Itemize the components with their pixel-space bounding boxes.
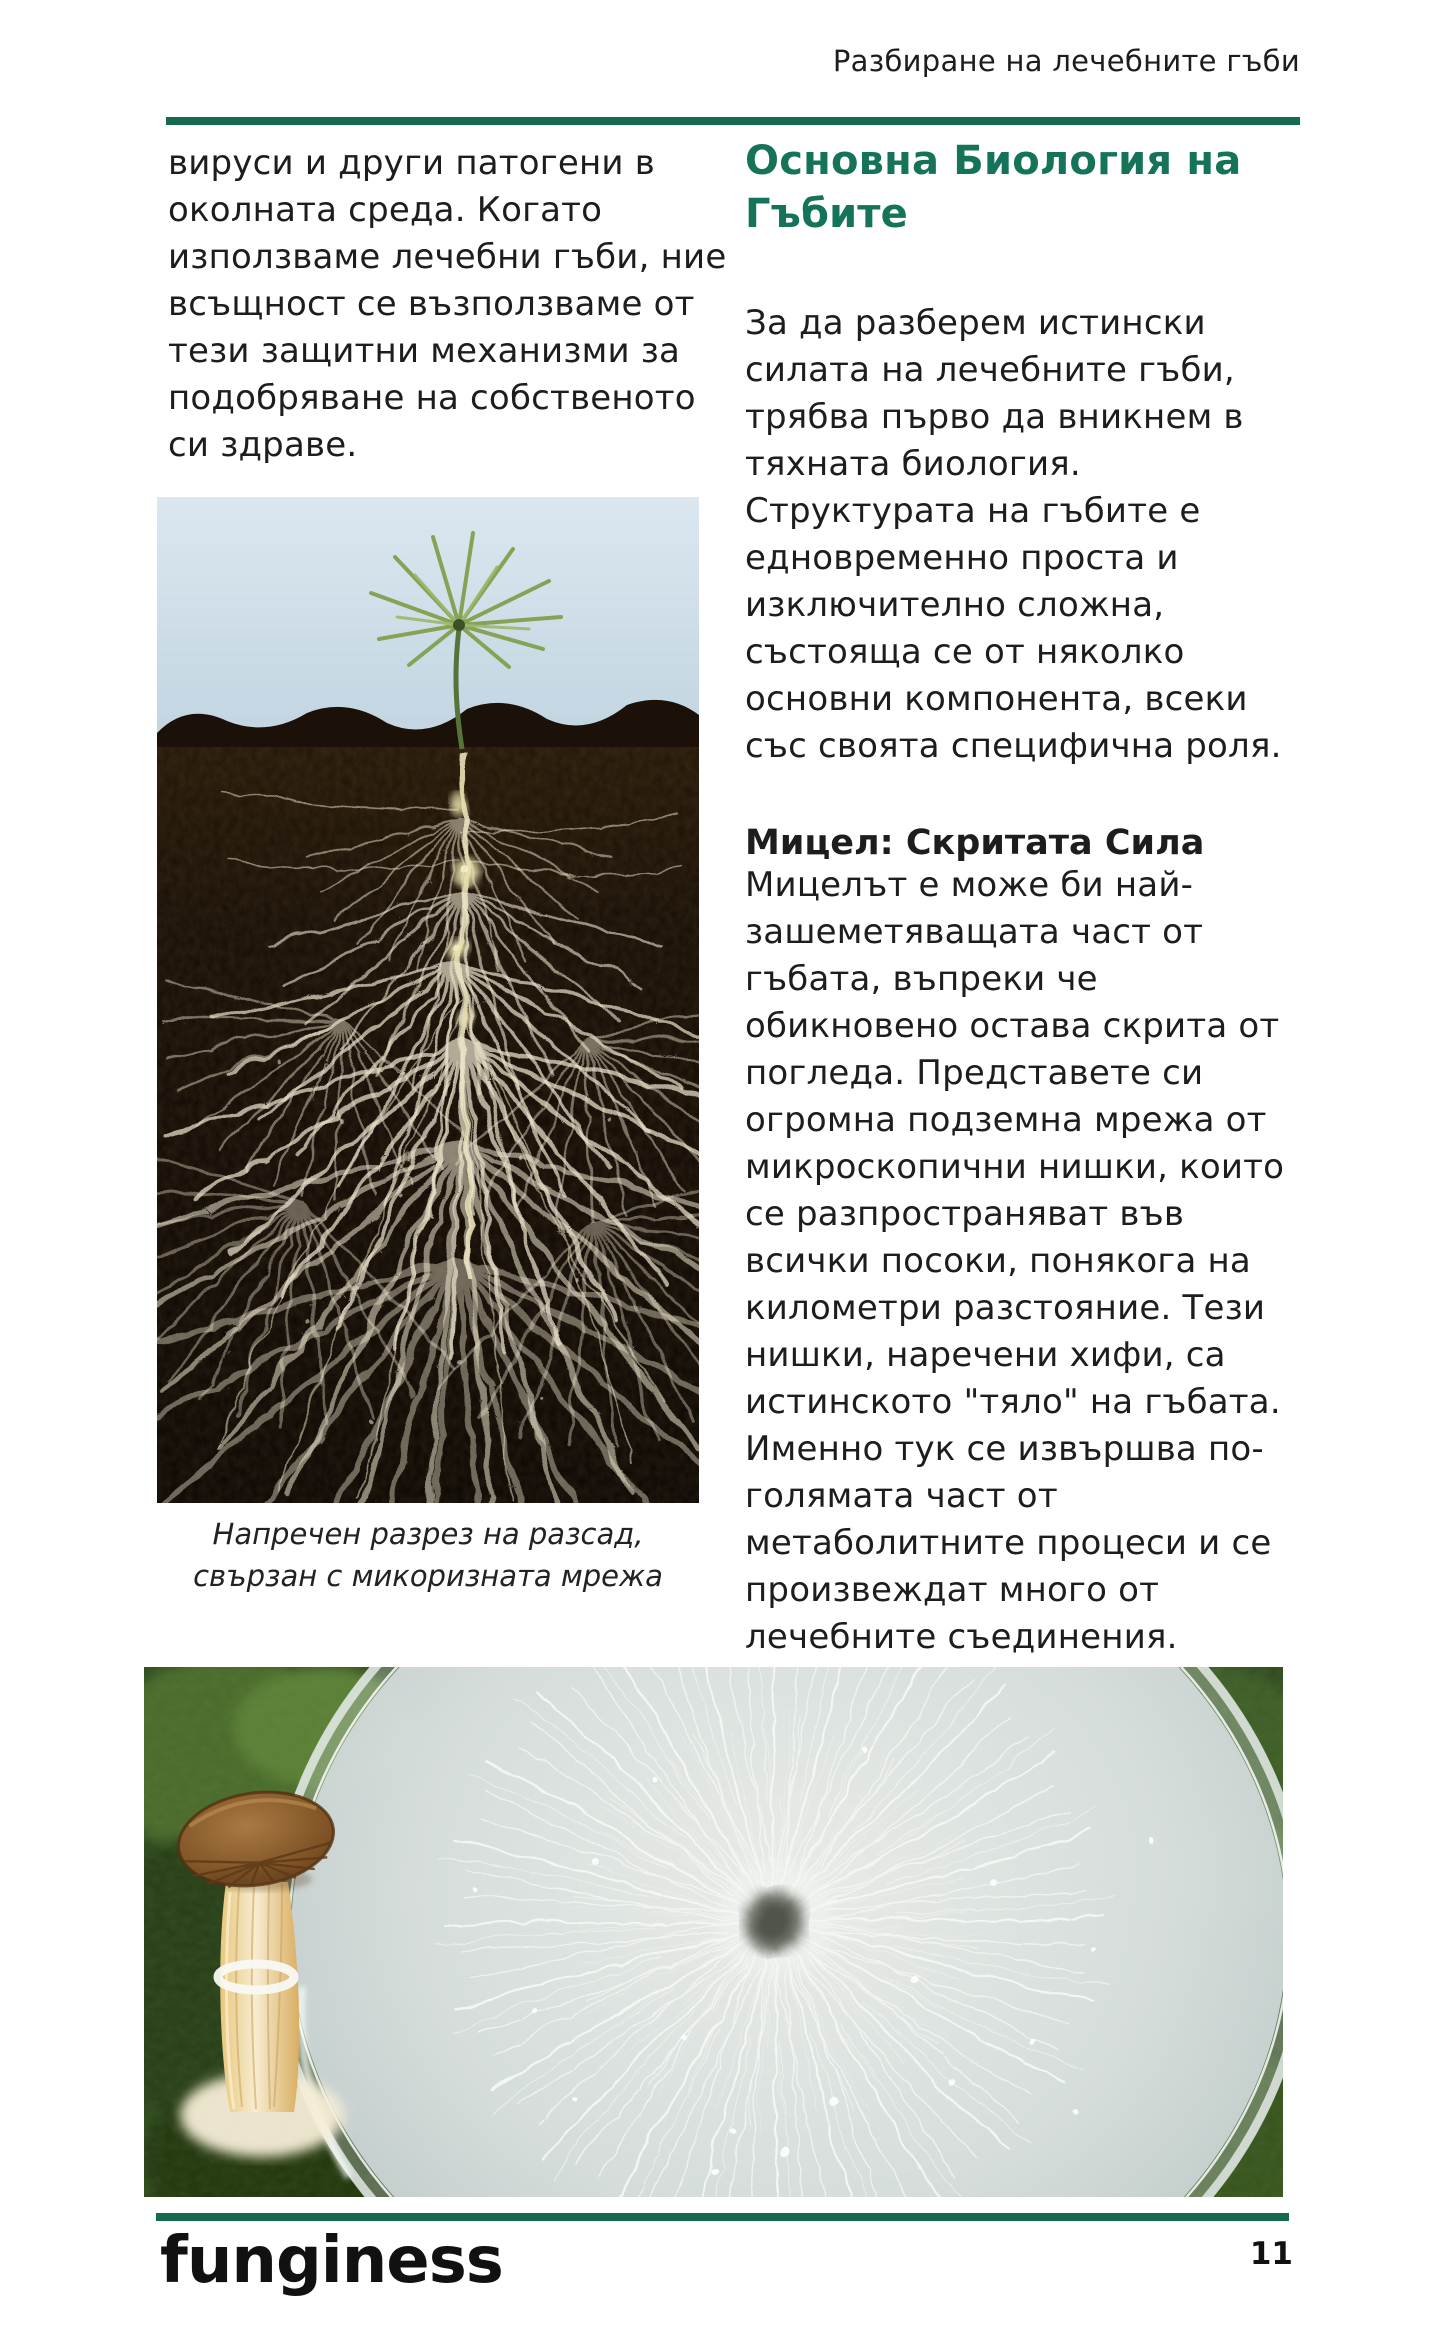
left-column-paragraph: вируси и други патогени в околната среда. Когато използваме лечебни гъби, ние всъщност се възползваме от тези защитни механизми за подобряване на собственото си здраве.	[168, 143, 727, 465]
running-header-title: Разбиране на лечебните гъби	[832, 44, 1300, 78]
intro-paragraph: За да разберем истински силата на лечебните гъби, трябва първо да вникнем в тяхната биология. Структурата на гъбите е едновременно проста и изключително сложна, състояща се от няколко основни компонента, всеки със своята специфична роля.	[745, 303, 1282, 766]
petri-dish-mycelium-illustration	[144, 1667, 1283, 2197]
section-heading: Основна Биология на Гъбите	[745, 138, 1242, 237]
page-number: 11	[1249, 2236, 1293, 2272]
mycorrhiza-photo	[157, 497, 699, 1503]
funginess-logo: funginess	[160, 2224, 503, 2298]
mycelium-subheading: Мицел: Скритата Сила	[745, 823, 1205, 863]
header-divider-rule	[166, 117, 1300, 125]
footer-divider-rule	[156, 2213, 1289, 2221]
mycelium-paragraph: Мицелът е може би най-зашеметяващата част от гъбата, въпреки че обикновено остава скрита от погледа. Представете си огромна подземна мрежа от микроскопични нишки, които се разпространяват във всички посоки, понякога на километри разстояние. Тези нишки, наречени хифи, са истинското "тяло" на гъбата. Именно тук се извършва по-голямата част от метаболитните процеси и се произвеждат много от лечебните съединения.	[745, 865, 1285, 1657]
seedling-mycorrhiza-illustration	[157, 497, 699, 1503]
photo-caption: Напречен разрез на разсад, свързан с микоризната мрежа	[193, 1517, 663, 1593]
petri-dish-photo	[144, 1667, 1283, 2197]
